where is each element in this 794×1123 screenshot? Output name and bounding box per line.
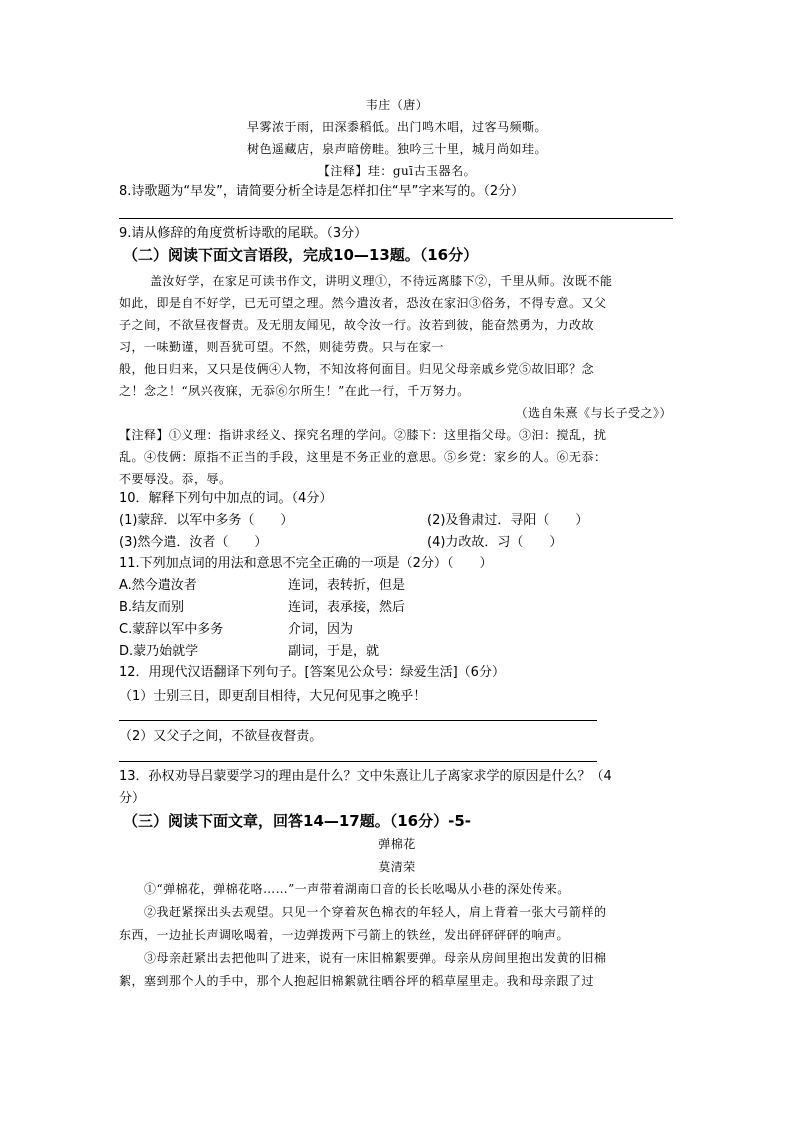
- option-a: A.然今遣汝者: [119, 578, 197, 593]
- option-c-meaning: 介词，因为: [288, 622, 354, 637]
- article-author: 莫清荣: [378, 860, 416, 874]
- question-10-item-3: (3)然今遣．汝者（ ）: [119, 535, 268, 550]
- question-10-item-4: (4)力改故．习（ ）: [427, 535, 563, 550]
- question-12-sentence-1: （1）士别三日，即更刮目相待，大兄何见事之晚乎！: [119, 689, 427, 704]
- question-9: 9.请从修辞的角度赏析诗歌的尾联。（3分）: [119, 226, 368, 241]
- passage-note: 乱。④伎俩：原指不正当的手段，这里是不务正业的意思。⑤乡党：家乡的人。⑥无忝：: [119, 450, 607, 464]
- article-paragraph: ②我赶紧探出头去观望。只见一个穿着灰色棉衣的年轻人，肩上背着一张大弓箭样的: [144, 905, 607, 919]
- question-13: 13．孙权劝导吕蒙要学习的理由是什么？文中朱熹让儿子离家求学的原因是什么？（4: [119, 769, 612, 784]
- passage-line: 子之间，不欲昼夜督责。及无朋友闻见，故令汝一行。汝若到彼，能奋然勇为，力改故: [119, 318, 595, 332]
- question-11: 11.下列加点词的用法和意思不完全正确的一项是（2分）（ ）: [119, 556, 493, 571]
- question-8: 8.诗歌题为“早发”，请简要分析全诗是怎样扣住“早”字来写的。（2分）: [119, 184, 525, 199]
- answer-line: [119, 218, 673, 219]
- passage-note: 不要辱没。忝，辱。: [119, 472, 232, 486]
- passage-line: 般，他日归来，又只是伎俩④人物，不知汝将何面目。归见父母亲戚乡党⑤故旧耶？念: [119, 362, 595, 376]
- section-3-heading: （三）阅读下面文章，回答14—17题。（16分）-5-: [123, 812, 472, 830]
- passage-line: 习，一味勤谨，则吾犹可望。不然，则徒劳费。只与在家一: [119, 340, 445, 354]
- option-d-meaning: 副词，于是，就: [288, 644, 380, 659]
- passage-note: 【注释】①义理：指讲求经义、探究名理的学问。②膝下：这里指父母。③汩：搅乱，扰: [119, 428, 607, 442]
- option-c: C.蒙辞以军中多务: [119, 622, 224, 637]
- poem-line-1: 早雾浓于雨，田深黍稻低。出门鸣木唱，过客马频嘶。: [246, 120, 547, 134]
- poem-line-2: 树色遥藏店，泉声暗傍畦。独吟三十里，城月尚如珪。: [246, 142, 547, 156]
- question-10-item-1: (1)蒙辞．以军中多务（ ）: [119, 513, 294, 528]
- section-2-heading: （二）阅读下面文言语段，完成10—13题。（16分）: [123, 246, 479, 264]
- article-paragraph: ①“弹棉花，弹棉花咯……”一声带着湖南口音的长长吆喝从小巷的深处传来。: [144, 882, 570, 896]
- question-13-continued: 分）: [119, 791, 146, 806]
- question-12: 12．用现代汉语翻译下列句子。[答案见公众号：绿爱生活]（6分）: [119, 665, 505, 680]
- question-10: 10．解释下列句中加点的词。（4分）: [119, 491, 333, 506]
- article-paragraph: ③母亲赶紧出去把他叫了进来，说有一床旧棉絮要弹。母亲从房间里抱出发黄的旧棉: [144, 951, 607, 965]
- passage-line: 盖汝好学，在家足可读书作文，讲明义理①，不待远离膝下②，千里从师。汝既不能: [150, 274, 613, 288]
- poem-title: 韦庄（唐）: [365, 98, 429, 112]
- article-paragraph-continued: 东西，一边扯长声调吆喝着，一边弹拨两下弓箭上的铁丝，发出砰砰砰砰的响声。: [119, 928, 570, 942]
- passage-source: （选自朱熹《与长子受之》）: [515, 406, 672, 420]
- question-10-item-2: (2)及鲁肃过．寻阳（ ）: [427, 513, 589, 528]
- option-b: B.结友而别: [119, 600, 185, 615]
- passage-line: 如此，即是自不好学，已无可望之理。然今遣汝者，恐汝在家汩③俗务，不得专意。又父: [119, 296, 607, 310]
- option-b-meaning: 连词，表承接，然后: [288, 600, 406, 615]
- answer-line: [119, 720, 597, 721]
- option-d: D.蒙乃始就学: [119, 644, 199, 659]
- question-12-sentence-2: （2）又父子之间，不欲昼夜督责。: [119, 729, 323, 744]
- answer-line: [119, 761, 597, 762]
- passage-line: 之！念之！“夙兴夜寐，无忝⑥尔所生！”在此一行，千万努力。: [119, 384, 470, 398]
- article-title: 弹棉花: [378, 837, 416, 851]
- option-a-meaning: 连词，表转折，但是: [288, 578, 406, 593]
- poem-note: 【注释】珪：guī古玉器名。: [317, 164, 477, 178]
- article-paragraph-continued: 絮，塞到那个人的手中，那个人抱起旧棉絮就往晒谷坪的稻草屋里走。我和母亲跟了过: [119, 974, 595, 988]
